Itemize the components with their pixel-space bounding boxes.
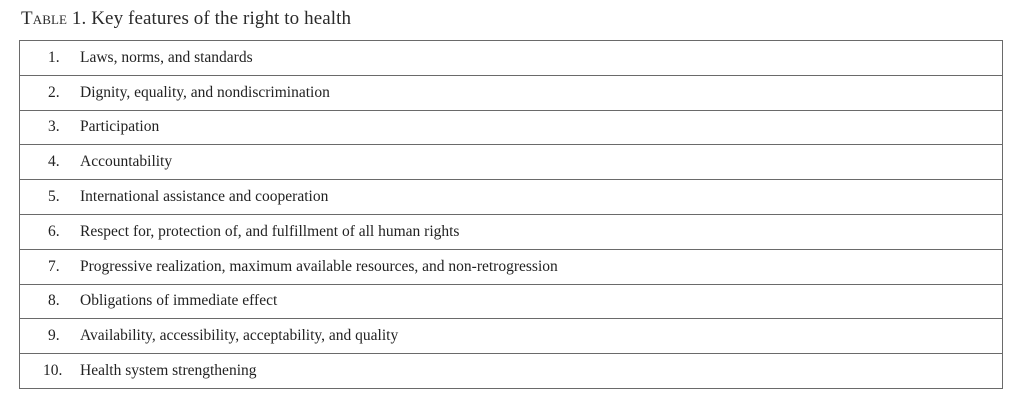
row-text: Progressive realization, maximum available resources, and non-retrogression (80, 257, 558, 275)
table-title: Key features of the right to health (91, 8, 352, 29)
row-number: 9. (48, 327, 60, 345)
table-row (20, 319, 1003, 354)
table-row (20, 145, 1003, 180)
row-text: Participation (80, 118, 160, 136)
row-text: Dignity, equality, and nondiscrimination (80, 83, 330, 101)
table-row (20, 41, 1003, 76)
table-row (20, 284, 1003, 319)
table-label: Table 1. (21, 8, 87, 29)
table-row (20, 110, 1003, 145)
row-text: International assistance and cooperation (80, 188, 329, 206)
row-text: Accountability (80, 153, 173, 171)
row-text: Health system strengthening (80, 362, 257, 380)
row-number: 7. (48, 257, 60, 275)
row-number: 10. (43, 362, 63, 380)
table-cell (20, 180, 1003, 215)
row-text: Respect for, protection of, and fulfillment of all human rights (80, 222, 460, 240)
table-cell (20, 319, 1003, 354)
row-text: Availability, accessibility, acceptability, and quality (80, 327, 399, 345)
row-text: Laws, norms, and standards (80, 48, 253, 66)
table-cell (20, 284, 1003, 319)
features-table (19, 40, 1003, 389)
table-cell (20, 41, 1003, 76)
table-row (20, 180, 1003, 215)
table-caption (21, 8, 351, 30)
table-cell (20, 145, 1003, 180)
table-row (20, 75, 1003, 110)
row-number: 6. (48, 222, 60, 240)
table-row (20, 214, 1003, 249)
row-number: 4. (48, 153, 60, 171)
row-number: 8. (48, 292, 60, 310)
table-row (20, 249, 1003, 284)
table-row (20, 354, 1003, 389)
row-number: 5. (48, 188, 60, 206)
row-number: 2. (48, 83, 60, 101)
table-cell (20, 249, 1003, 284)
table-cell (20, 110, 1003, 145)
table-cell (20, 214, 1003, 249)
table-cell (20, 354, 1003, 389)
row-text: Obligations of immediate effect (80, 292, 278, 310)
row-number: 3. (48, 118, 60, 136)
table-cell (20, 75, 1003, 110)
row-number: 1. (48, 48, 60, 66)
